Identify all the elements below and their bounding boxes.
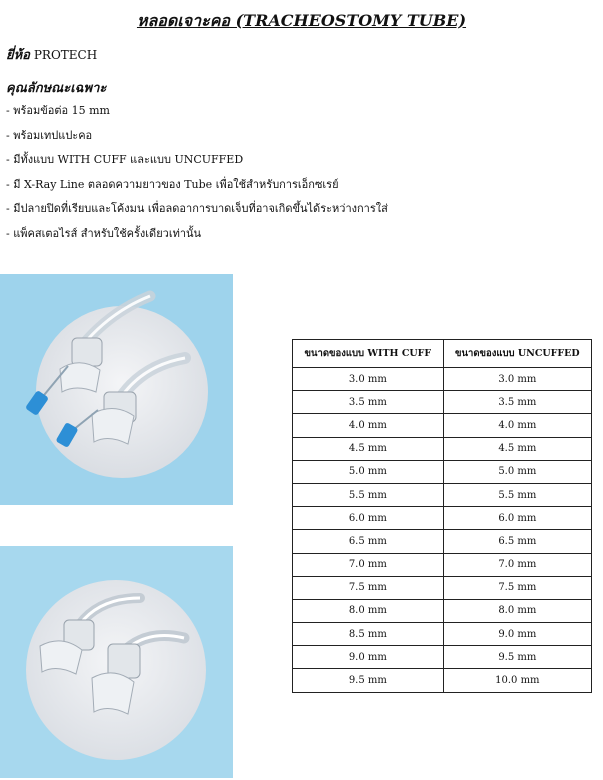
feature-item: - พร้อมเทปแปะคอ bbox=[6, 128, 93, 142]
cell-uncuffed: 3.0 mm bbox=[443, 368, 591, 391]
cell-with-cuff: 7.5 mm bbox=[293, 576, 444, 599]
header-uncuffed: ขนาดของแบบ UNCUFFED bbox=[443, 340, 591, 368]
feature-item: - มีทั้งแบบ WITH CUFF และแบบ UNCUFFED bbox=[6, 153, 244, 167]
cell-with-cuff: 5.0 mm bbox=[293, 460, 444, 483]
uncuffed-tube-illustration bbox=[0, 546, 233, 778]
cell-with-cuff: 8.0 mm bbox=[293, 599, 444, 622]
cell-with-cuff: 6.5 mm bbox=[293, 530, 444, 553]
table-row bbox=[293, 368, 592, 391]
header-with-cuff: ขนาดของแบบ WITH CUFF bbox=[293, 340, 444, 368]
cell-uncuffed: 8.0 mm bbox=[443, 599, 591, 622]
cell-uncuffed: 5.0 mm bbox=[443, 460, 591, 483]
feature-item: - มี X-Ray Line ตลอดความยาวของ Tube เพื่อใช้สำหรับการเอ็กซเรย์ bbox=[6, 177, 339, 191]
cuffed-tube-illustration bbox=[0, 274, 233, 505]
table-row bbox=[293, 553, 592, 576]
cell-uncuffed: 6.0 mm bbox=[443, 507, 591, 530]
features-heading: คุณลักษณะเฉพาะ bbox=[6, 81, 107, 96]
table-header-row bbox=[293, 340, 592, 368]
table-row bbox=[293, 437, 592, 460]
cell-uncuffed: 4.0 mm bbox=[443, 414, 591, 437]
cell-uncuffed: 5.5 mm bbox=[443, 483, 591, 506]
product-photo-cuffed bbox=[0, 274, 233, 505]
table-row bbox=[293, 507, 592, 530]
cell-uncuffed: 9.0 mm bbox=[443, 623, 591, 646]
cell-with-cuff: 3.5 mm bbox=[293, 391, 444, 414]
cell-with-cuff: 9.5 mm bbox=[293, 669, 444, 692]
cell-uncuffed: 3.5 mm bbox=[443, 391, 591, 414]
cell-with-cuff: 9.0 mm bbox=[293, 646, 444, 669]
brand-value: PROTECH bbox=[33, 48, 98, 62]
cell-with-cuff: 5.5 mm bbox=[293, 483, 444, 506]
cell-with-cuff: 6.0 mm bbox=[293, 507, 444, 530]
size-table bbox=[292, 339, 592, 693]
brand-label: ยี่ห้อ bbox=[6, 48, 30, 63]
feature-item: - พร้อมข้อต่อ 15 mm bbox=[6, 104, 110, 117]
cell-with-cuff: 3.0 mm bbox=[293, 368, 444, 391]
table-row bbox=[293, 414, 592, 437]
table-row bbox=[293, 599, 592, 622]
cell-uncuffed: 4.5 mm bbox=[443, 437, 591, 460]
cell-with-cuff: 7.0 mm bbox=[293, 553, 444, 576]
table-row bbox=[293, 623, 592, 646]
cell-uncuffed: 6.5 mm bbox=[443, 530, 591, 553]
table-row bbox=[293, 483, 592, 506]
cell-uncuffed: 10.0 mm bbox=[443, 669, 591, 692]
features-list bbox=[6, 104, 388, 252]
cell-with-cuff: 8.5 mm bbox=[293, 623, 444, 646]
cell-with-cuff: 4.5 mm bbox=[293, 437, 444, 460]
table-row bbox=[293, 576, 592, 599]
page-title: หลอดเจาะคอ (TRACHEOSTOMY TUBE) bbox=[136, 11, 467, 30]
table-row bbox=[293, 530, 592, 553]
table-row bbox=[293, 391, 592, 414]
table-row bbox=[293, 460, 592, 483]
cell-with-cuff: 4.0 mm bbox=[293, 414, 444, 437]
cell-uncuffed: 9.5 mm bbox=[443, 646, 591, 669]
feature-item: - แพ็คสเตอไรส์ สำหรับใช้ครั้งเดียวเท่านั้น bbox=[6, 226, 202, 240]
cell-uncuffed: 7.5 mm bbox=[443, 576, 591, 599]
feature-item: - มีปลายปิดที่เรียบและโค้งมน เพื่อลดอาการบาดเจ็บที่อาจเกิดขึ้นได้ระหว่างการใส่ bbox=[6, 202, 388, 216]
cell-uncuffed: 7.0 mm bbox=[443, 553, 591, 576]
product-photo-uncuffed bbox=[0, 546, 233, 778]
brand-line bbox=[6, 44, 97, 65]
table-row bbox=[293, 646, 592, 669]
table-row bbox=[293, 669, 592, 692]
